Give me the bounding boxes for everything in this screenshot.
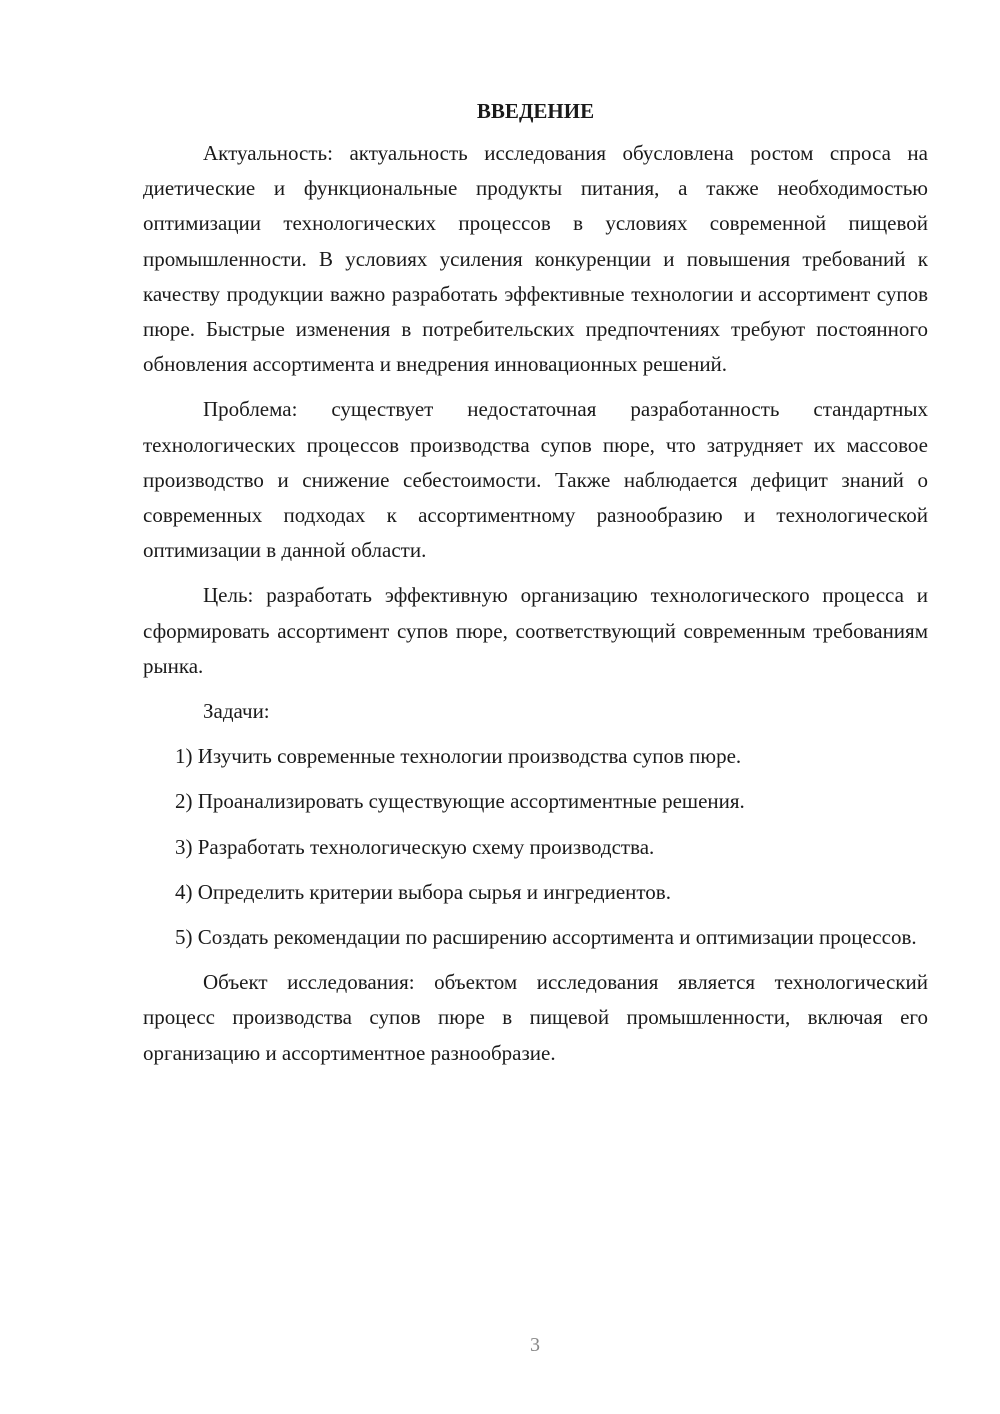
page-number: 3 [530, 1334, 540, 1356]
page-title: ВВЕДЕНИЕ [476, 99, 595, 123]
task-item: 5) Создать рекомендации по расширению ассортимента и оптимизации процессов. [175, 925, 917, 950]
object-paragraph: Объект исследования: объектом исследования является технологический процесс производства супов пюре в пищевой промышленности, включая его организацию и ассортиментное разнообразие. [143, 970, 928, 1065]
document-page [143, 96, 928, 1071]
goal-paragraph: Цель: разработать эффективную организацию технологического процесса и сформировать ассортимент супов пюре, соответствующий современным требованиям рынка. [143, 583, 928, 678]
task-item: 4) Определить критерии выбора сырья и ингредиентов. [175, 879, 671, 904]
task-item: 1) Изучить современные технологии производства супов пюре. [175, 744, 742, 769]
problem-paragraph: Проблема: существует недостаточная разработанность стандартных технологических процессов производства супов пюре, что затрудняет их массовое производство и снижение себестоимости. Также наблюдается дефицит знаний о современных подходах к ассортиментному разнообразию и технологической оптимизации в данной области. [143, 397, 928, 563]
task-item: 2) Проанализировать существующие ассортиментные решения. [175, 789, 745, 814]
task-item: 3) Разработать технологическую схему производства. [175, 834, 655, 859]
tasks-heading: Задачи: [203, 699, 270, 724]
relevance-paragraph: Актуальность: актуальность исследования обусловлена ростом спроса на диетические и функциональные продукты питания, а также необходимостью оптимизации технологических процессов в условиях современной пищевой промышленности. В условиях усиления конкуренции и повышения требований к качеству продукции важно разработать эффективные технологии и ассортимент супов пюре. Быстрые изменения в потребительских предпочтениях требуют постоянного обновления ассортимента и внедрения инновационных решений. [143, 141, 928, 377]
